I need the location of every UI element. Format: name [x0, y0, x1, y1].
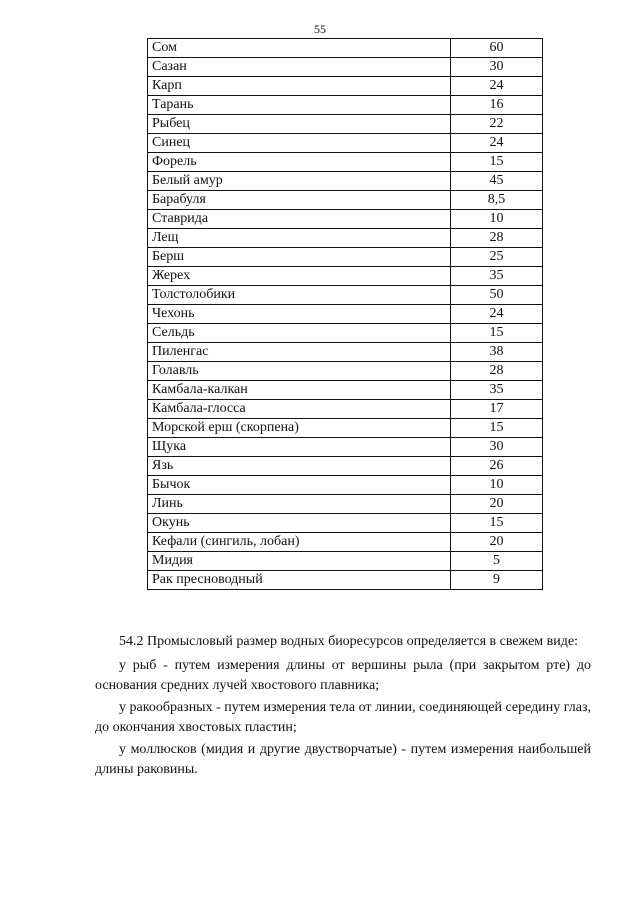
species-name-cell: Тарань	[148, 96, 451, 115]
fish-table-body	[148, 39, 543, 590]
size-value-cell: 45	[451, 172, 543, 191]
table-row	[148, 362, 543, 381]
species-name-cell: Язь	[148, 457, 451, 476]
table-row	[148, 172, 543, 191]
size-value-cell: 9	[451, 571, 543, 590]
species-name-cell: Форель	[148, 153, 451, 172]
size-value-cell: 28	[451, 362, 543, 381]
size-value-cell: 17	[451, 400, 543, 419]
species-name-cell: Сазан	[148, 58, 451, 77]
species-name-cell: Пиленгас	[148, 343, 451, 362]
species-name-cell: Синец	[148, 134, 451, 153]
size-value-cell: 24	[451, 305, 543, 324]
size-value-cell: 26	[451, 457, 543, 476]
size-value-cell: 15	[451, 514, 543, 533]
size-value-cell: 15	[451, 153, 543, 172]
size-value-cell: 38	[451, 343, 543, 362]
table-row	[148, 267, 543, 286]
size-value-cell: 10	[451, 476, 543, 495]
species-name-cell: Окунь	[148, 514, 451, 533]
size-value-cell: 25	[451, 248, 543, 267]
table-row	[148, 476, 543, 495]
species-name-cell: Чехонь	[148, 305, 451, 324]
table-row	[148, 495, 543, 514]
size-value-cell: 35	[451, 267, 543, 286]
table-row	[148, 305, 543, 324]
table-row	[148, 77, 543, 96]
species-name-cell: Мидия	[148, 552, 451, 571]
size-value-cell: 50	[451, 286, 543, 305]
table-row	[148, 571, 543, 590]
table-row	[148, 58, 543, 77]
species-name-cell: Кефали (сингиль, лобан)	[148, 533, 451, 552]
species-name-cell: Камбала-калкан	[148, 381, 451, 400]
species-name-cell: Барабуля	[148, 191, 451, 210]
table-row	[148, 229, 543, 248]
species-name-cell: Линь	[148, 495, 451, 514]
species-name-cell: Рак пресноводный	[148, 571, 451, 590]
size-value-cell: 15	[451, 324, 543, 343]
size-value-cell: 16	[451, 96, 543, 115]
size-value-cell: 5	[451, 552, 543, 571]
species-name-cell: Щука	[148, 438, 451, 457]
table-row	[148, 96, 543, 115]
species-name-cell: Сом	[148, 39, 451, 58]
size-value-cell: 24	[451, 77, 543, 96]
table-row	[148, 210, 543, 229]
size-value-cell: 60	[451, 39, 543, 58]
table-row	[148, 39, 543, 58]
species-name-cell: Сельдь	[148, 324, 451, 343]
size-value-cell: 30	[451, 58, 543, 77]
page-number: 55	[314, 22, 326, 36]
table-row	[148, 438, 543, 457]
paragraph-crustaceans: у ракообразных - путем измерения тела от линии, соединяющей середину глаз, до окончания хвостовых пластин;	[95, 700, 591, 735]
species-name-cell: Карп	[148, 77, 451, 96]
size-value-cell: 24	[451, 134, 543, 153]
size-value-cell: 20	[451, 495, 543, 514]
table-row	[148, 400, 543, 419]
table-row	[148, 381, 543, 400]
table-row	[148, 153, 543, 172]
species-name-cell: Толстолобики	[148, 286, 451, 305]
size-value-cell: 28	[451, 229, 543, 248]
size-value-cell: 15	[451, 419, 543, 438]
table-row	[148, 191, 543, 210]
size-value-cell: 30	[451, 438, 543, 457]
table-row	[148, 419, 543, 438]
table-row	[148, 552, 543, 571]
species-name-cell: Голавль	[148, 362, 451, 381]
table-row	[148, 115, 543, 134]
table-row	[148, 343, 543, 362]
species-name-cell: Белый амур	[148, 172, 451, 191]
species-name-cell: Рыбец	[148, 115, 451, 134]
table-row	[148, 533, 543, 552]
size-value-cell: 35	[451, 381, 543, 400]
regulation-text	[95, 632, 591, 782]
paragraph-fish: у рыб - путем измерения длины от вершины рыла (при закрытом рте) до основания средних лучей хвостового плавника;	[95, 658, 591, 693]
table-row	[148, 514, 543, 533]
species-name-cell: Берш	[148, 248, 451, 267]
size-value-cell: 8,5	[451, 191, 543, 210]
species-name-cell: Лещ	[148, 229, 451, 248]
species-name-cell: Бычок	[148, 476, 451, 495]
table-row	[148, 248, 543, 267]
species-name-cell: Морской ерш (скорпена)	[148, 419, 451, 438]
species-name-cell: Ставрида	[148, 210, 451, 229]
size-value-cell: 10	[451, 210, 543, 229]
species-name-cell: Камбала-глосса	[148, 400, 451, 419]
size-value-cell: 22	[451, 115, 543, 134]
section-heading: 54.2 Промысловый размер водных биоресурсов определяется в свежем виде:	[119, 634, 578, 649]
table-row	[148, 324, 543, 343]
table-row	[148, 457, 543, 476]
size-value-cell: 20	[451, 533, 543, 552]
fish-size-table	[147, 38, 543, 590]
table-row	[148, 286, 543, 305]
table-row	[148, 134, 543, 153]
paragraph-molluscs: у моллюсков (мидия и другие двустворчатые) - путем измерения наибольшей длины раковины.	[95, 742, 591, 777]
species-name-cell: Жерех	[148, 267, 451, 286]
